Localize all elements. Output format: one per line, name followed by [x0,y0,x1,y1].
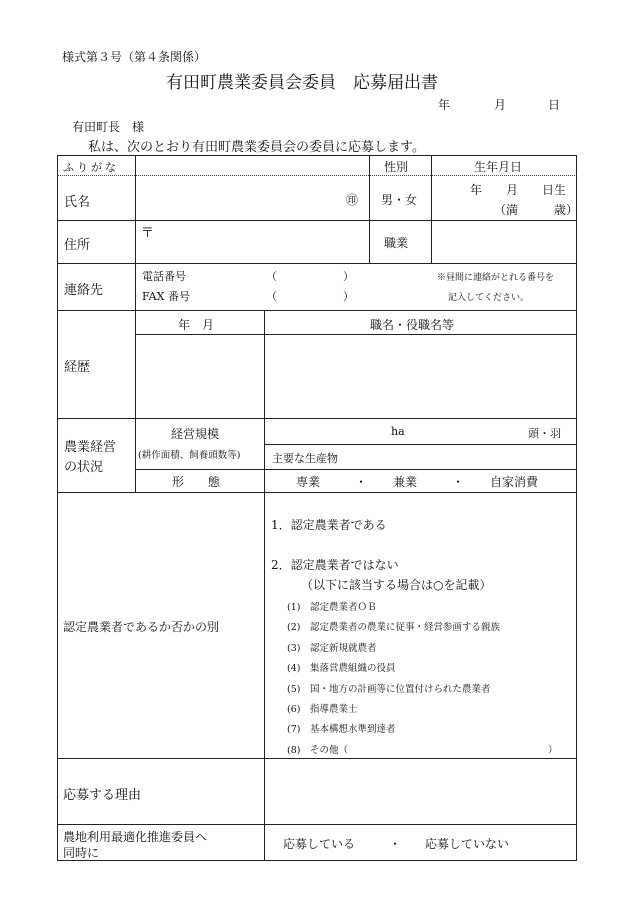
main-products-label: 主要な生産物 [272,452,338,465]
promo-label-1: 農地利用最適化推進委員へ [63,830,208,844]
fax-label: FAX 番号 [142,290,190,303]
furigana-label: ふりがな [63,161,119,174]
promo-not-applying[interactable]: 応募していない [425,837,510,851]
promo-applying[interactable]: 応募している [283,837,356,851]
form-label: 形 態 [172,475,221,489]
option-not-certified-note: （以下に該当する場合は○を記載） [301,578,492,592]
addressee: 有田町長 様 [72,120,145,134]
form-part-time[interactable]: 兼業 [393,475,418,489]
sub-item-1[interactable]: (1) 認定農業者ＯＢ [287,602,377,613]
address-label: 住所 [64,238,91,253]
phone-field[interactable]: （ ） [266,270,354,283]
date-month[interactable]: 月 [494,98,507,112]
sub-item-7[interactable]: (7) 基本構想水準到達者 [287,724,396,735]
career-position-header: 職名・役職名等 [370,318,455,332]
scale-label: 経営規模 [171,427,220,441]
option-not-certified[interactable]: 2．認定農業者ではない [271,558,399,572]
scale-sub: (耕作面積、飼養頭数等) [138,450,241,461]
intro-text: 私は、次のとおり有田町農業委員会の委員に応募します。 [88,140,425,155]
form-sep-1: ・ [355,475,368,489]
occupation-label: 職業 [384,236,409,250]
other-close-paren: ） [548,745,558,756]
contact-note-1: ※昼間に連絡がとれる番号を [437,273,555,283]
phone-label: 電話番号 [142,270,186,283]
promo-sep: ・ [389,837,402,851]
promo-label-2: 同時に [63,846,100,860]
date-year[interactable]: 年 [438,98,451,112]
sub-item-3[interactable]: (3) 認定新規就農者 [287,643,377,654]
postal-mark: 〒 [141,226,155,241]
ha-unit: ha [391,425,405,438]
fax-field[interactable]: （ ） [266,290,354,303]
age[interactable]: （満 歳） [494,203,579,217]
certified-label: 認定農業者であるか否かの別 [63,620,220,634]
gender-label: 性別 [384,160,409,174]
gender-options[interactable]: 男・女 [381,193,418,207]
farm-label-1: 農業経営 [64,440,117,455]
seal-mark: ㊞ [346,193,359,207]
career-ym-header: 年 月 [178,318,215,332]
career-label: 経歴 [64,360,91,375]
reason-label: 応募する理由 [63,788,142,803]
page-title: 有田町農業委員会委員 応募届出書 [166,73,438,93]
contact-label: 連絡先 [64,283,104,298]
head-unit: 頭・羽 [528,427,561,440]
date-day[interactable]: 日 [548,98,561,112]
sub-item-4[interactable]: (4) 集落営農組織の役員 [287,663,396,674]
option-certified[interactable]: 1．認定農業者である [271,518,387,532]
sub-item-8[interactable]: (8) その他（ [287,745,348,756]
contact-note-2: 記入してください。 [448,293,530,303]
form-full-time[interactable]: 専業 [296,475,321,489]
form-self-consumption[interactable]: 自家消費 [490,475,539,489]
sub-item-5[interactable]: (5) 国・地方の計画等に位置付けられた農業者 [287,684,491,695]
sub-item-2[interactable]: (2) 認定農業者の農業に従事・経営参画する親族 [287,622,500,633]
sub-item-6[interactable]: (6) 指導農業士 [287,704,358,715]
farm-label-2: の状況 [64,460,104,475]
birth-label: 生年月日 [474,160,523,174]
form-sep-2: ・ [452,475,465,489]
name-label: 氏名 [64,195,91,210]
birth-ymd[interactable]: 年 月 日生 [470,183,567,197]
form-number: 様式第３号（第４条関係） [62,50,207,64]
